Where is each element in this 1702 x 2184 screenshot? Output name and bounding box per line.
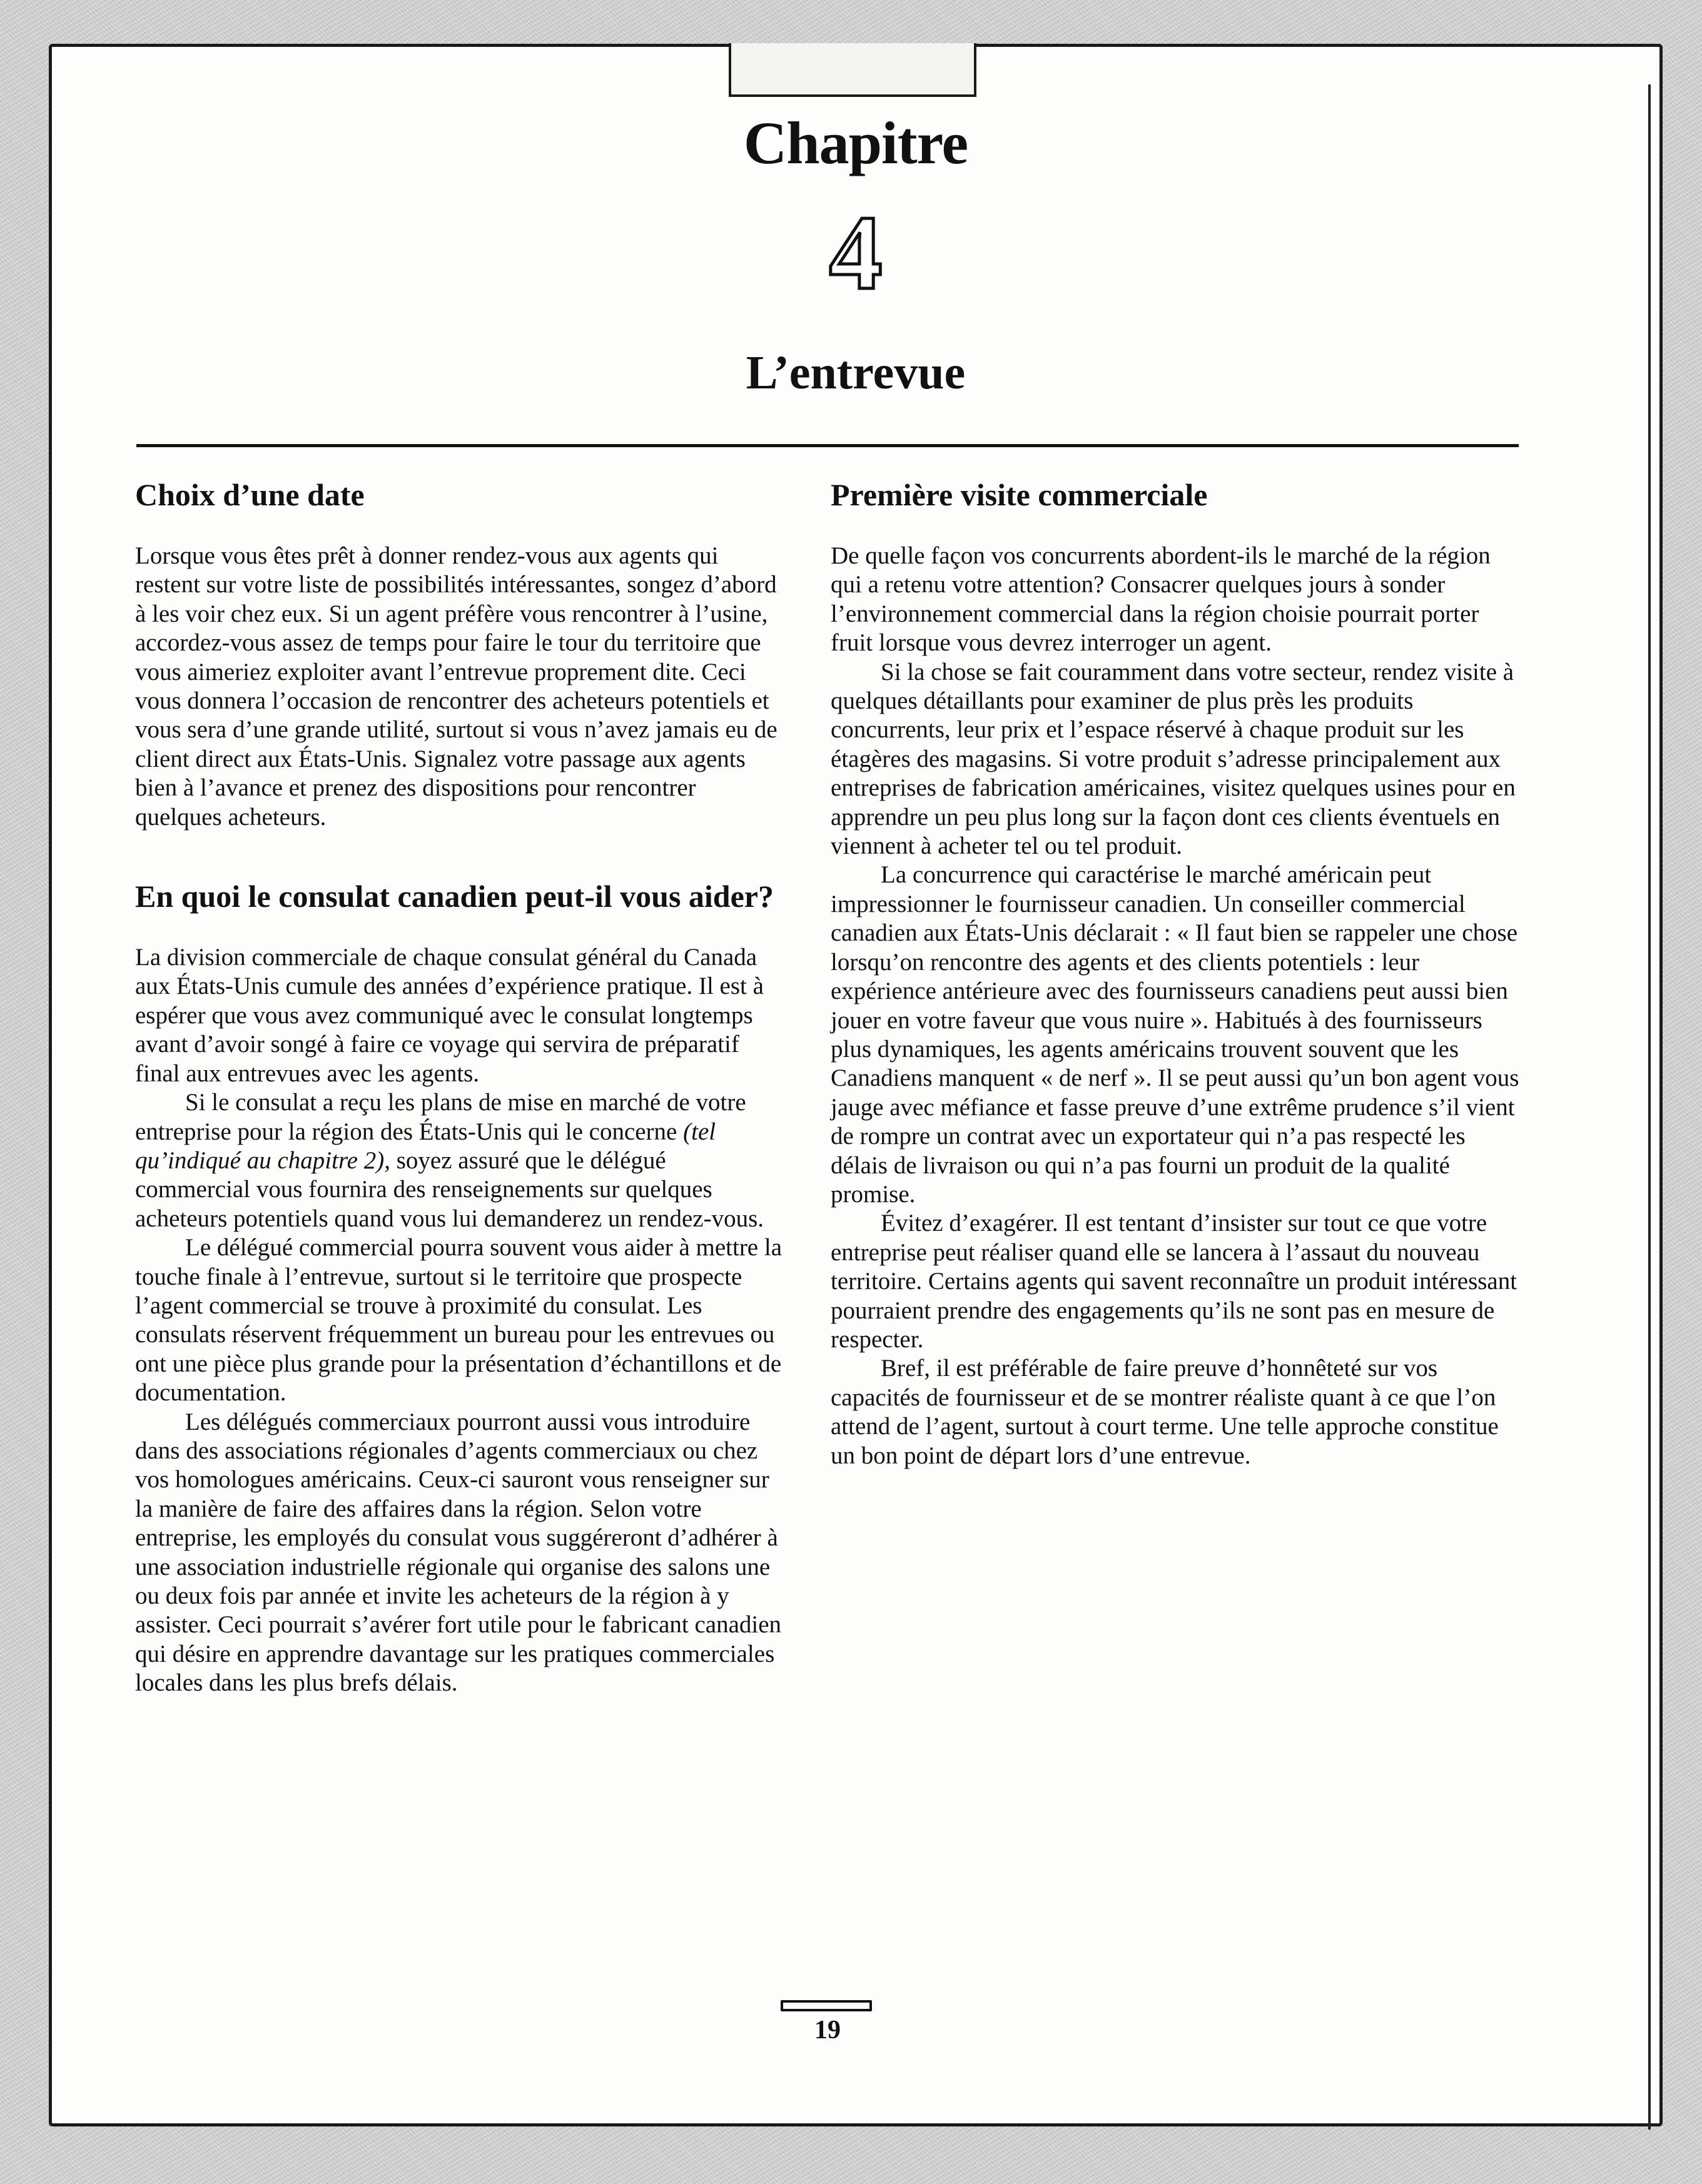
chapter-tab (729, 43, 976, 97)
page-number: 19 (814, 2016, 841, 2045)
paragraph: Si la chose se fait couramment dans votre secteur, rendez visite à quelques détaillants pour examiner de plus près les produits concurrents, leur prix et l’espace réservé à chaque produit sur les étagères des magasins. Si votre produit s’adresse principalement aux entreprises de fabrication américaines, visitez quelques usines pour en apprendre un peu plus long sur la façon dont ces clients éventuels en viennent à acheter tel ou tel produit. (831, 658, 1516, 860)
section-heading-consulat: En quoi le consulat canadien peut-il vous aider? (135, 879, 774, 914)
paragraph: Bref, il est préférable de faire preuve d’honnêteté sur vos capacités de fournisseur et de se montrer réaliste quant à ce que l’on attend de l’agent, surtout à court terme. Une telle approche constitue un bon point de départ lors d’une entrevue. (831, 1355, 1499, 1469)
paragraph: Les délégués commerciaux pourront aussi vous introduire dans des associations régionales d’agents commerciaux ou chez vos homologues américains. Ceux-ci sauront vous renseigner sur la manière de faire des affaires dans la région. Selon votre entreprise, les employés du consulat vous suggéreront d’adhérer à une association industrielle régionale qui organise des salons une ou deux fois par année et invite les acheteurs de la région à y assister. Ceci pourrait s’avérer fort utile pour le fabricant canadien qui désire en apprendre davantage sur les pratiques commerciales locales dans les plus brefs délais. (135, 1408, 782, 1697)
paragraph: La concurrence qui caractérise le marché américain peut impressionner le fournisseur canadien. Un conseiller commercial canadien aux États-Unis déclarait : « Il faut bien se rappeler une chose lorsqu’on rencontre des agents et des clients potentiels : leur expérience antérieure avec des fournisseurs canadiens peut aussi bien jouer en votre faveur que vous nuire ». Habitués à des fournisseurs plus dynamiques, les agents américains trouvent souvent que les Canadiens manquent « de nerf ». Il se peut aussi qu’un bon agent vous jauge avec méfiance et fasse preuve d’une extrême prudence s’il vient de rompre un contrat avec un exportateur qui n’a pas respecté les délais de livraison ou qui n’a pas fourni un produit de la qualité promise. (831, 861, 1519, 1208)
paragraph (135, 1088, 786, 1233)
page-number-block (787, 2000, 868, 2045)
paragraph: Lorsque vous êtes prêt à donner rendez-vous aux agents qui restent sur votre liste de possibilités intéressantes, songez d’abord à les voir chez eux. Si un agent préfère vous rencontrer à l’usine, accordez-vous assez de temps pour faire le tour du territoire que vous aimeriez exploiter avant l’entrevue proprement dite. Ceci vous donnera l’occasion de rencontrer des acheteurs potentiels et vous sera d’une grande utilité, surtout si vous n’avez jamais eu de client direct aux États-Unis. Signalez votre passage aux agents bien à l’avance et prenez des dispositions pour rencontrer quelques acheteurs. (135, 542, 778, 831)
paragraph: Évitez d’exagérer. Il est tentant d’insister sur tout ce que votre entreprise peut réaliser quand elle se lancera à l’assaut du nouveau territoire. Certains agents qui savent reconnaître un produit intéressant pourraient prendre des engagements qu’ils ne sont pas en mesure de respecter. (831, 1210, 1517, 1353)
section-heading-choix-date: Choix d’une date (135, 477, 365, 512)
paragraph: Le délégué commercial pourra souvent vous aider à mettre la touche finale à l’entrevue, surtout si le territoire que prospecte l’agent commercial se trouve à proximité du consulat. Les consulats réservent fréquemment un bureau pour les entrevues ou ont une pièce plus grande pour la présentation d’échantillons et de documentation. (135, 1234, 783, 1407)
right-column (831, 475, 1525, 1470)
page-number-bar (781, 2000, 872, 2011)
paragraph-text: Si le consulat a reçu les plans de mise en marché de votre entreprise pour la région des États-Unis qui le concerne (135, 1089, 746, 1145)
section-rule (136, 444, 1519, 447)
chapter-number: 4 (829, 194, 883, 311)
left-column (135, 475, 786, 1698)
paragraph: De quelle façon vos concurrents abordent-ils le marché de la région qui a retenu votre attention? Consacrer quelques jours à sonder l’environnement commercial dans la région choisie pourrait porter fruit lorsque vous devrez interroger un agent. (831, 542, 1491, 657)
chapter-title: L’entrevue (746, 346, 966, 399)
chapter-reference: (tel qu’indiqué au chapitre 2), (135, 1118, 716, 1174)
paragraph: La division commerciale de chaque consulat général du Canada aux États-Unis cumule des années d’expérience pratique. Il est à espérer que vous avez communiqué avec le consulat longtemps avant d’avoir songé à faire ce voyage qui servira de préparatif final aux entrevues avec les agents. (135, 944, 764, 1087)
paragraph-text: soyez assuré que le délégué commercial vous fournira des renseignements sur quelques acheteurs potentiels quand vous lui demanderez un rendez-vous. (135, 1146, 764, 1232)
chapter-label: Chapitre (743, 109, 968, 176)
section-heading-premiere-visite: Première visite commerciale (831, 477, 1208, 512)
